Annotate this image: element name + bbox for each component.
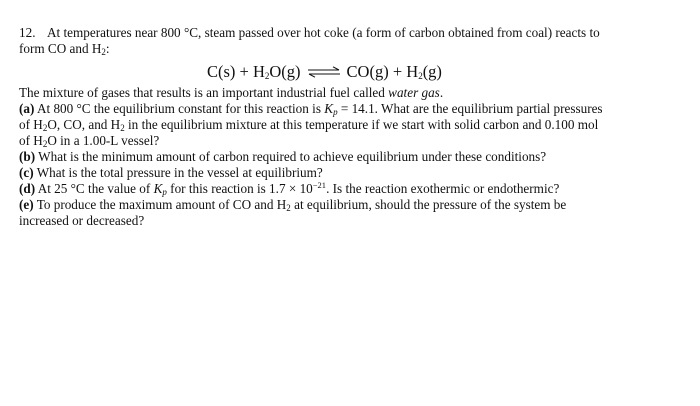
equation-reactants: [207, 62, 301, 82]
part-c: [19, 165, 691, 181]
equation-right-sub: 2: [418, 71, 423, 81]
part-a-text-7: O in a 1.00-L vessel?: [47, 133, 160, 148]
part-d-text-2: for this reaction is 1.7 × 10: [166, 181, 313, 196]
equation-right-b: (g): [422, 62, 442, 81]
mixture-text: The mixture of gases that results is an important industrial fuel called: [19, 85, 389, 100]
part-e-label: (e): [19, 197, 34, 212]
equation-left-b: O(g): [269, 62, 301, 81]
part-c-label: (c): [19, 165, 34, 180]
intro-text-2: form CO and H: [19, 41, 102, 56]
part-a-label: (a): [19, 101, 35, 116]
equation-left-a: C(s) + H: [207, 62, 265, 81]
part-d: [19, 181, 691, 197]
intro-h2-subscript: 2: [101, 47, 106, 57]
part-e-line-2: [19, 213, 691, 229]
part-a-line-2: [19, 117, 691, 133]
water-gas-term: water gas: [388, 85, 440, 100]
equation-products: [347, 62, 442, 82]
part-d-exponent: −21: [312, 180, 327, 190]
part-a-text-3: of H: [19, 117, 43, 132]
part-b-text: What is the minimum amount of carbon required to achieve equilibrium under these conditions?: [35, 149, 547, 164]
problem-intro-line-1: [19, 25, 691, 41]
part-d-text-3: . Is the reaction exothermic or endothermic?: [326, 181, 560, 196]
part-a-text-4: O, CO, and H: [47, 117, 121, 132]
part-b-label: (b): [19, 149, 36, 164]
part-d-text-1: At 25 °C the value of: [35, 181, 154, 196]
part-a-sub-3: 2: [42, 139, 48, 149]
intro-text-1: At temperatures near 800 °C, steam passed over hot coke (a form of carbon obtained from coal) reacts to: [47, 25, 600, 40]
part-b: [19, 149, 691, 165]
mixture-sentence: [19, 85, 691, 101]
mixture-period: .: [439, 85, 444, 100]
part-d-k-symbol: K: [153, 181, 163, 196]
equation-right-a: CO(g) + H: [346, 62, 419, 81]
part-a-line-3: [19, 133, 691, 149]
part-a-line-1: [19, 101, 691, 117]
part-d-k-subscript: p: [162, 187, 167, 197]
part-a-text-2: = 14.1. What are the equilibrium partial pressures: [337, 101, 603, 116]
part-a-text-5: in the equilibrium mixture at this temperature if we start with solid carbon and 0.100 mol: [124, 117, 599, 132]
part-a-text-1: At 800 °C the equilibrium constant for this reaction is: [34, 101, 325, 116]
part-e-line-1: [19, 197, 691, 213]
part-a-text-6: of H: [19, 133, 43, 148]
part-e-text-1: To produce the maximum amount of CO and H: [33, 197, 287, 212]
equation-left-sub: 2: [264, 71, 270, 81]
part-a-k-subscript: p: [333, 107, 338, 117]
equilibrium-arrow-icon: [307, 66, 341, 78]
part-d-label: (d): [19, 181, 36, 196]
part-c-text: What is the total pressure in the vessel at equilibrium?: [33, 165, 323, 180]
intro-colon: :: [105, 41, 110, 56]
part-a-k-symbol: K: [324, 101, 334, 116]
part-a-sub-1: 2: [42, 123, 48, 133]
problem-number: 12.: [19, 25, 36, 40]
part-e-text-2: at equilibrium, should the pressure of the system be: [290, 197, 567, 212]
reaction-equation: [207, 62, 442, 82]
part-e-text-3: increased or decreased?: [19, 213, 145, 228]
part-e-sub: 2: [286, 203, 291, 213]
problem-intro-line-2: [19, 41, 691, 57]
part-a-sub-2: 2: [120, 123, 125, 133]
